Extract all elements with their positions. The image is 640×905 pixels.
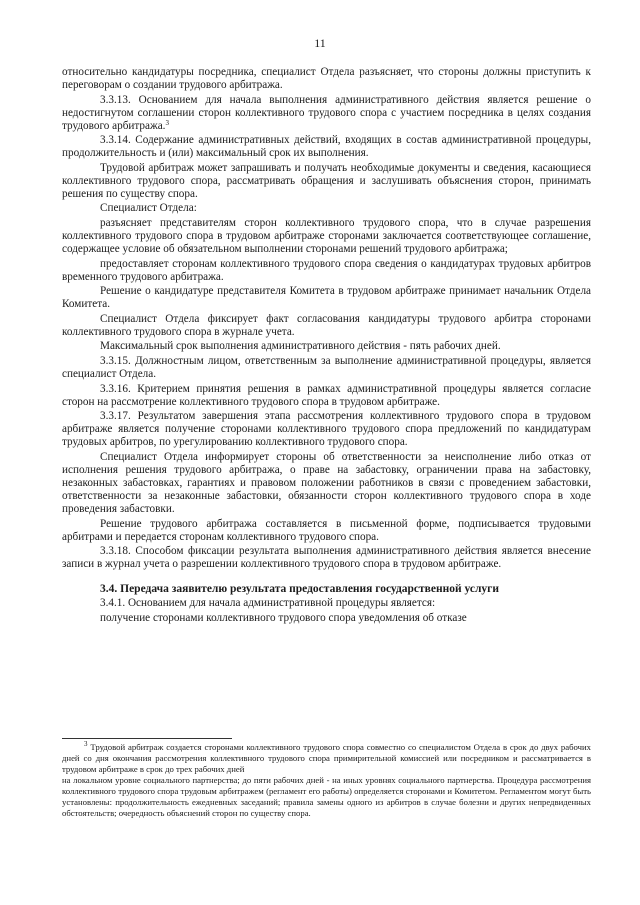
paragraph: Специалист Отдела информирует стороны об ответственности за неисполнение либо отказ от исполнения решения трудового арбитража, о праве на забастовку, ограничении права на забастовку, незаконных забастовках, гарантиях и правовом положении работников в связи с проведением забастовки, ответственности за незаконные забастовки, обязанности сторон коллективного трудового спора в ходе проведения забастовки. <box>62 450 591 515</box>
paragraph: Трудовой арбитраж может запрашивать и получать необходимые документы и сведения, касающиеся коллективного трудового спора, рассматривать обращения и заслушивать объяснения сторон, принимать решения по существу спора. <box>62 161 591 200</box>
paragraph: разъясняет представителям сторон коллективного трудового спора, что в случае разрешения коллективного трудового спора в трудовом арбитраже сторонами заключается соответствующее соглашение, содержащее условие об обязательном выполнении сторонами решений трудового арбитража; <box>62 217 591 256</box>
paragraph: 3.3.15. Должностным лицом, ответственным за выполнение административной процедуры, является специалист Отдела. <box>62 354 591 381</box>
paragraph: 3.3.18. Способом фиксации результата выполнения административного действия является внесение записи в журнал учета о разрешении коллективного трудового спора в трудовом арбитраже. <box>62 545 591 571</box>
footnote-line: $^3$ Трудовой арбитраж создается сторонами коллективного трудового спора совместно со специалистом Отдела в срок до двух рабочих дней со дня окончания рассмотрения коллективного трудового спора примирительной комиссией или посредником и рассматривается в трудовом арбитраже в срок до трех рабочих дней <box>62 740 591 774</box>
paragraph: 3.3.13. Основанием для начала выполнения административного действия является решение о недостигнутом соглашении сторон коллективного трудового спора с участием посредника в целях создания трудового арбитража.$^3$ <box>62 93 591 132</box>
footnote-line: на локальном уровне социального партнерства; до пяти рабочих дней - на иных уровнях социального партнерства. Процедура рассмотрения коллективного трудового спора трудовым арбитражем (регламент его работы) определяется сторонами и Комитетом. Регламентом могут быть установлены: продолжительность ежедневных заседаний; правила замены одного из арбитров в случае болезни и других непредвиденных обстоятельств; очередность объяснений сторон по существу спора. <box>62 775 591 818</box>
paragraph: предоставляет сторонам коллективного трудового спора сведения о кандидатурах трудовых арбитров временного трудового арбитража. <box>62 257 591 283</box>
paragraph: Специалист Отдела: <box>100 202 197 215</box>
paragraph: Максимальный срок выполнения административного действия - пять рабочих дней. <box>100 340 501 353</box>
paragraph: 3.3.16. Критерием принятия решения в рамках административной процедуры является согласие сторон на рассмотрение коллективного трудового спора в трудовом арбитраже. <box>62 382 591 408</box>
page-number: 11 <box>314 36 326 50</box>
paragraph: 3.4.1. Основанием для начала административной процедуры является: <box>100 597 436 610</box>
section-heading: 3.4. Передача заявителю результата предоставления государственной услуги <box>100 583 500 596</box>
document-body <box>62 66 591 626</box>
footnote-marker: 3 <box>165 118 169 127</box>
paragraph: Решение трудового арбитража составляется в письменной форме, подписывается трудовыми арбитрами и передается сторонам коллективного трудового спора. <box>62 517 591 543</box>
paragraph: 3.3.17. Результатом завершения этапа рассмотрения коллективного трудового спора в трудовом арбитраже является получение сторонами коллективного трудового спора предложений по кандидатурам трудовых арбитров, по урегулированию коллективного трудового спора. <box>62 410 591 449</box>
paragraph: 3.3.14. Содержание административных действий, входящих в состав административной процедуры, продолжительность и (или) максимальный срок их выполнения. <box>62 134 591 160</box>
footnote-marker: 3 <box>84 740 88 748</box>
footnote-separator <box>62 738 232 739</box>
paragraph: относительно кандидатуры посредника, специалист Отдела разъясняет, что стороны должны приступить к переговорам о создании трудового арбитража. <box>62 66 591 92</box>
paragraph: Специалист Отдела фиксирует факт согласования кандидатуры трудового арбитра сторонами коллективного трудового спора в журнале учета. <box>62 312 591 338</box>
paragraph: получение сторонами коллективного трудового спора уведомления об отказе <box>100 611 467 624</box>
paragraph: Решение о кандидатуре представителя Комитета в трудовом арбитраже принимает начальник Отдела Комитета. <box>62 285 591 311</box>
footnote <box>62 742 591 819</box>
